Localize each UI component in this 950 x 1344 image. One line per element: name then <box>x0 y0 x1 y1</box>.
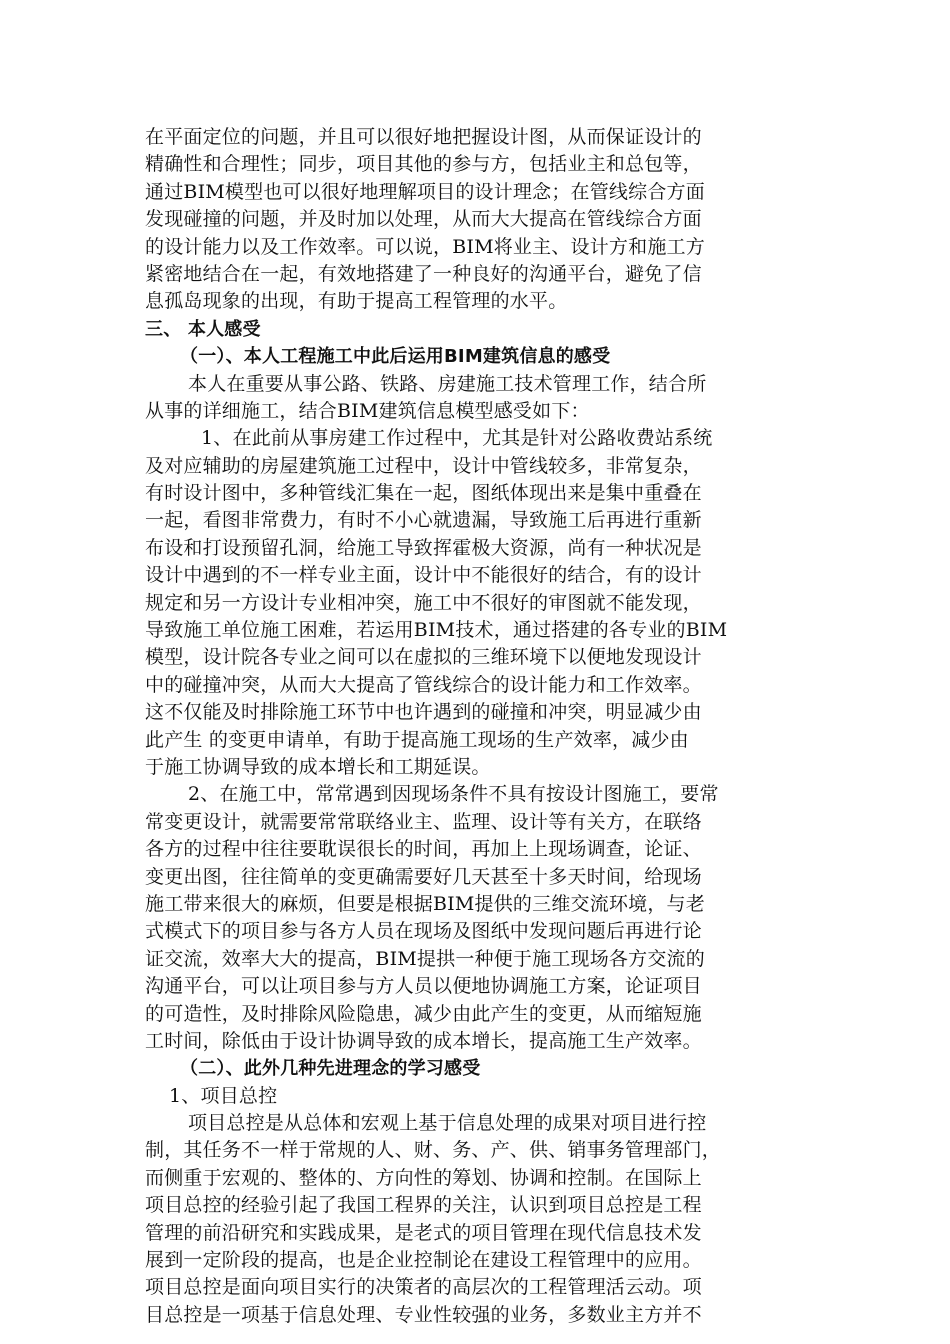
body-text-line: 的可造性，及时排除风险隐患，减少由此产生的变更，从而缩短施 <box>145 1002 702 1025</box>
body-text-line: 这不仅能及时排除施工环节中也许遇到的碰撞和冲突，明显减少由 <box>145 701 702 724</box>
body-text-line: 息孤岛现象的出现，有助于提高工程管理的水平。 <box>145 290 568 313</box>
body-text-line: 沟通平台，可以让项目参与方人员以便地协调施工方案，论证项目 <box>145 975 702 998</box>
body-text-line: 在平面定位的问题，并且可以很好地把握设计图，从而保证设计的 <box>145 126 702 148</box>
body-text-line: 及对应辅助的房屋建筑施工过程中，设计中管线较多，非常复杂， <box>145 454 702 477</box>
body-text-line: 有时设计图中，多种管线汇集在一起，图纸体现出来是集中重叠在 <box>145 482 702 505</box>
body-text-line: 各方的过程中往往要耽误很长的时间，再加上上现场调查，论证、 <box>145 838 702 861</box>
body-text-line: 制，其任务不一样于常规的人、财、务、产、供、销事务管理部门， <box>145 1139 722 1162</box>
body-text-line: 目总控是一项基于信息处理、专业性较强的业务，多数业主方并不 <box>145 1303 702 1326</box>
body-text-line: 于施工协调导致的成本增长和工期延误。 <box>145 755 491 778</box>
section-heading: 三、 本人感受 <box>145 318 261 340</box>
body-text-line: 发现碰撞的问题，并及时加以处理，从而大大提高在管线综合方面 <box>145 208 702 231</box>
body-text-line: 的设计能力以及工作效率。可以说，BIM将业主、设计方和施工方 <box>145 235 705 258</box>
body-text-line: 紧密地结合在一起，有效地搭建了一种良好的沟通平台，避免了信 <box>145 262 702 285</box>
body-text-line: 布设和打设预留孔洞，给施工导致挥霍极大资源，尚有一种状况是 <box>145 536 702 559</box>
subsection-heading: （一）、本人工程施工中此后运用BIM建筑信息的感受 <box>180 346 611 368</box>
body-text-line: 精确性和合理性；同步，项目其他的参与方，包括业主和总包等， <box>145 153 702 176</box>
body-text-line: 证交流，效率大大的提高，BIM提拱一种便于施工现场各方交流的 <box>145 947 705 970</box>
body-text-line: 导致施工单位施工困难，若运用BIM技术，通过搭建的各专业的BIM <box>145 619 728 642</box>
body-text-line: 变更出图，往往简单的变更确需要好几天甚至十多天时间，给现场 <box>145 865 702 888</box>
body-text-line: 而侧重于宏观的、整体的、方向性的筹划、协调和控制。在国际上 <box>145 1166 702 1189</box>
body-text-line: 常变更设计，就需要常常联络业主、监理、设计等有关方，在联络 <box>145 810 702 833</box>
paragraph-start-line: 2、在施工中，常常遇到因现场条件不具有按设计图施工，要常 <box>188 783 719 806</box>
paragraph-start-line: 项目总控是从总体和宏观上基于信息处理的成果对项目进行控 <box>188 1112 707 1135</box>
subsection-heading: （二）、此外几种先进理念的学习感受 <box>180 1058 481 1080</box>
body-text-line: 式模式下的项目参与各方人员在现场及图纸中发现问题后再进行论 <box>145 920 702 943</box>
body-text-line: 项目总控是面向项目实行的决策者的高层次的工程管理活云动。项 <box>145 1276 702 1299</box>
body-text-line: 规定和另一方设计专业相冲突，施工中不很好的审图就不能发现， <box>145 591 702 614</box>
document-body <box>145 124 815 1329</box>
body-text-line: 工时间，除低由于设计协调导致的成本增长，提高施工生产效率。 <box>145 1029 702 1052</box>
body-text-line: 此产生 的变更申请单，有助于提高施工现场的生产效率，减少由 <box>145 728 689 751</box>
body-text-line: 项目总控的经验引起了我国工程界的关注，认识到项目总控是工程 <box>145 1194 702 1217</box>
body-text-line: 设计中遇到的不一样专业主面，设计中不能很好的结合，有的设计 <box>145 564 702 587</box>
body-text-line: 一起，看图非常费力，有时不小心就遗漏，导致施工后再进行重新 <box>145 509 702 532</box>
body-text-line: 展到一定阶段的提高，也是企业控制论在建设工程管理中的应用。 <box>145 1249 702 1272</box>
body-text-line: 管理的前沿研究和实践成果，是老式的项目管理在现代信息技术发 <box>145 1221 702 1244</box>
paragraph-start-line: 本人在重要从事公路、铁路、房建施工技术管理工作，结合所 <box>188 372 707 395</box>
body-text-line: 中的碰撞冲突，从而大大提高了管线综合的设计能力和工作效率。 <box>145 673 702 696</box>
body-text-line: 通过BIM模型也可以很好地理解项目的设计理念；在管线综合方面 <box>145 180 705 203</box>
paragraph-start-line: 1、在此前从事房建工作过程中，尤其是针对公路收费站系统 <box>201 427 713 450</box>
list-item-line: 1、项目总控 <box>169 1084 278 1107</box>
body-text-line: 从事的详细施工，结合BIM建筑信息模型感受如下： <box>145 399 590 422</box>
body-text-line: 施工带来很大的麻烦，但要是根据BIM提供的三维交流环境，与老 <box>145 892 705 915</box>
body-text-line: 模型，设计院各专业之间可以在虚拟的三维环境下以便地发现设计 <box>145 646 702 669</box>
